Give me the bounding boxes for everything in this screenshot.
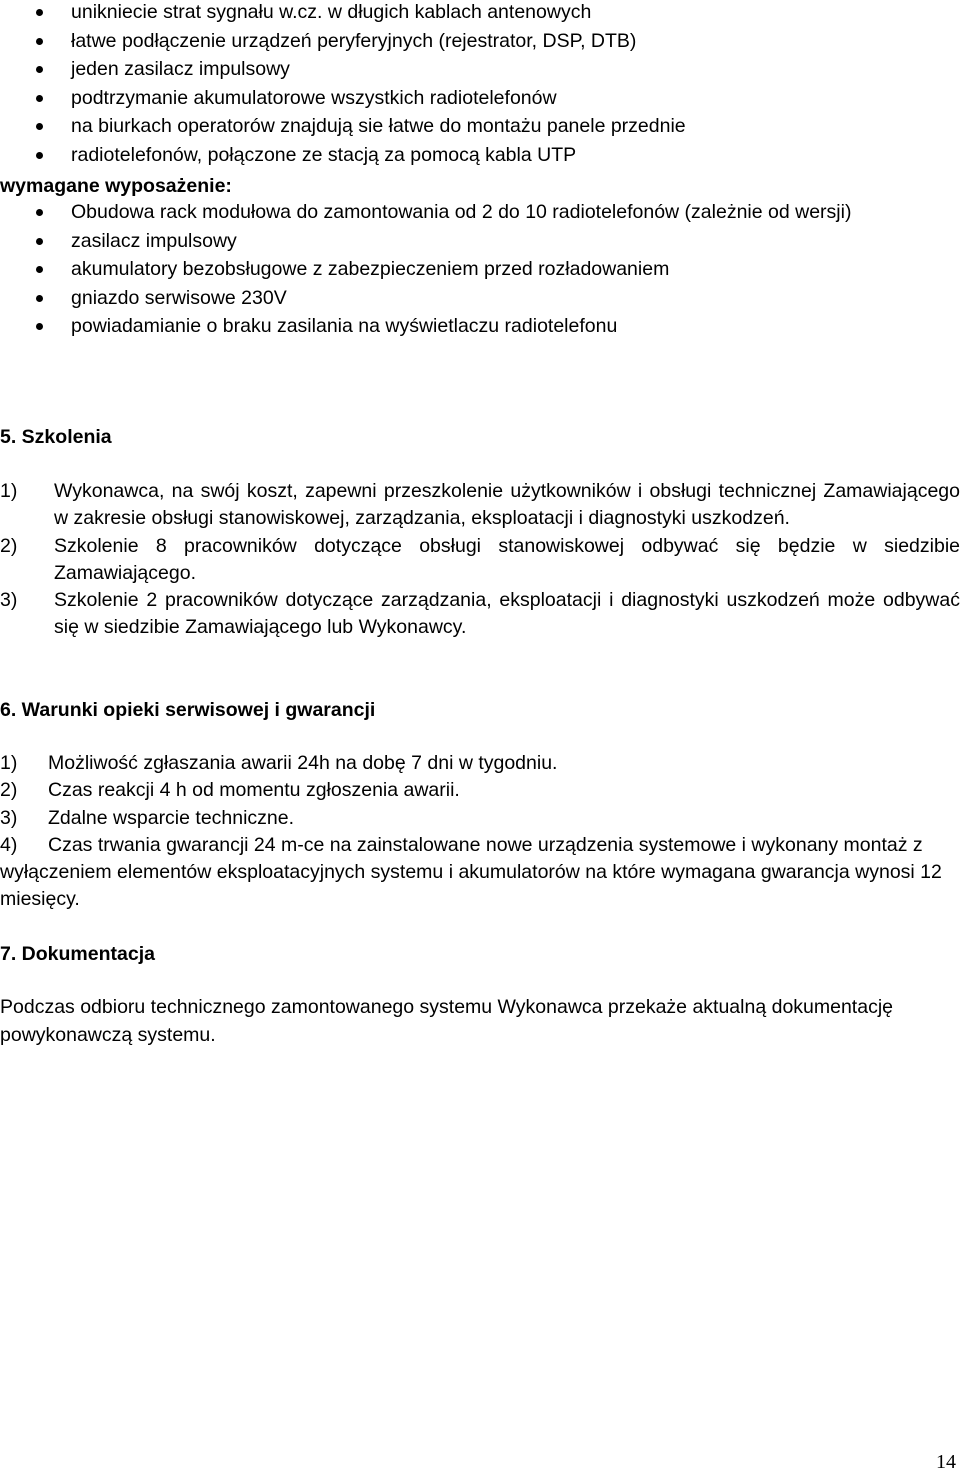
bullet-icon xyxy=(36,66,43,73)
bullet-icon xyxy=(36,266,43,273)
section-7-heading: 7. Dokumentacja xyxy=(0,943,155,965)
list-item: unikniecie strat sygnału w.cz. w długich kablach antenowych xyxy=(0,0,960,27)
list-item: 3) Zdalne wsparcie techniczne. xyxy=(0,806,295,829)
list-item: 2) Szkolenie 8 pracowników dotyczące obsługi stanowiskowej odbywać się będzie w siedzibie Zamawiającego. xyxy=(0,534,960,584)
page-number: 14 xyxy=(936,1451,956,1473)
list-item: 1) Wykonawca, na swój koszt, zapewni przeszkolenie użytkowników i obsługi technicznej Zamawiającego w zakresie obsługi stanowiskowej, zarządzania, eksploatacji i diagnostyki uszkodzeń. xyxy=(0,480,960,530)
equipment-heading: wymagane wyposażenie: xyxy=(0,175,232,197)
list-item: Obudowa rack modułowa do zamontowania od 2 do 10 radiotelefonów (zależnie od wersji) xyxy=(0,198,950,227)
feature-bullet-list xyxy=(0,0,960,170)
list-item: zasilacz impulsowy xyxy=(0,227,950,256)
bullet-icon xyxy=(36,152,43,159)
bullet-icon xyxy=(36,209,43,216)
list-item: akumulatory bezobsługowe z zabezpieczeniem przed rozładowaniem xyxy=(0,255,950,284)
list-item: na biurkach operatorów znajdują sie łatwe do montażu panele przednie xyxy=(0,112,960,141)
section-7-paragraph: Podczas odbioru technicznego zamontowanego systemu Wykonawca przekaże aktualną dokumentację powykonawczą systemu. xyxy=(0,996,894,1046)
list-item: 4) Czas trwania gwarancji 24 m-ce na zainstalowane nowe urządzenia systemowe i wykonany montaż z wyłączeniem elementów eksploatacyjnych systemu i akumulatorów na które wymagana gwarancja wynosi 12 miesięcy. xyxy=(0,833,942,911)
bullet-icon xyxy=(36,238,43,245)
list-item: powiadamianie o braku zasilania na wyświetlaczu radiotelefonu xyxy=(0,312,950,341)
bullet-icon xyxy=(36,9,43,16)
list-item: radiotelefonów, połączone ze stacją za pomocą kabla UTP xyxy=(0,141,960,170)
list-item: gniazdo serwisowe 230V xyxy=(0,284,950,313)
list-item: podtrzymanie akumulatorowe wszystkich radiotelefonów xyxy=(0,84,960,113)
list-item: 2) Czas reakcji 4 h od momentu zgłoszenia awarii. xyxy=(0,779,460,802)
section-6-heading: 6. Warunki opieki serwisowej i gwarancji xyxy=(0,699,376,721)
bullet-icon xyxy=(36,38,43,45)
list-item: 3) Szkolenie 2 pracowników dotyczące zarządzania, eksploatacji i diagnostyki uszkodzeń może odbywać się w siedzibie Zamawiającego lub Wykonawcy. xyxy=(0,589,960,639)
list-item: 1) Możliwość zgłaszania awarii 24h na dobę 7 dni w tygodniu. xyxy=(0,752,558,774)
bullet-icon xyxy=(36,95,43,102)
section-5-heading: 5. Szkolenia xyxy=(0,426,112,448)
section-5-list xyxy=(0,478,960,642)
bullet-icon xyxy=(36,123,43,130)
section-6-list xyxy=(0,750,958,914)
list-item: łatwe podłączenie urządzeń peryferyjnych (rejestrator, DSP, DTB) xyxy=(0,27,960,56)
equipment-bullet-list xyxy=(0,198,950,341)
bullet-icon xyxy=(36,323,43,330)
list-item: jeden zasilacz impulsowy xyxy=(0,55,960,84)
bullet-icon xyxy=(36,295,43,302)
